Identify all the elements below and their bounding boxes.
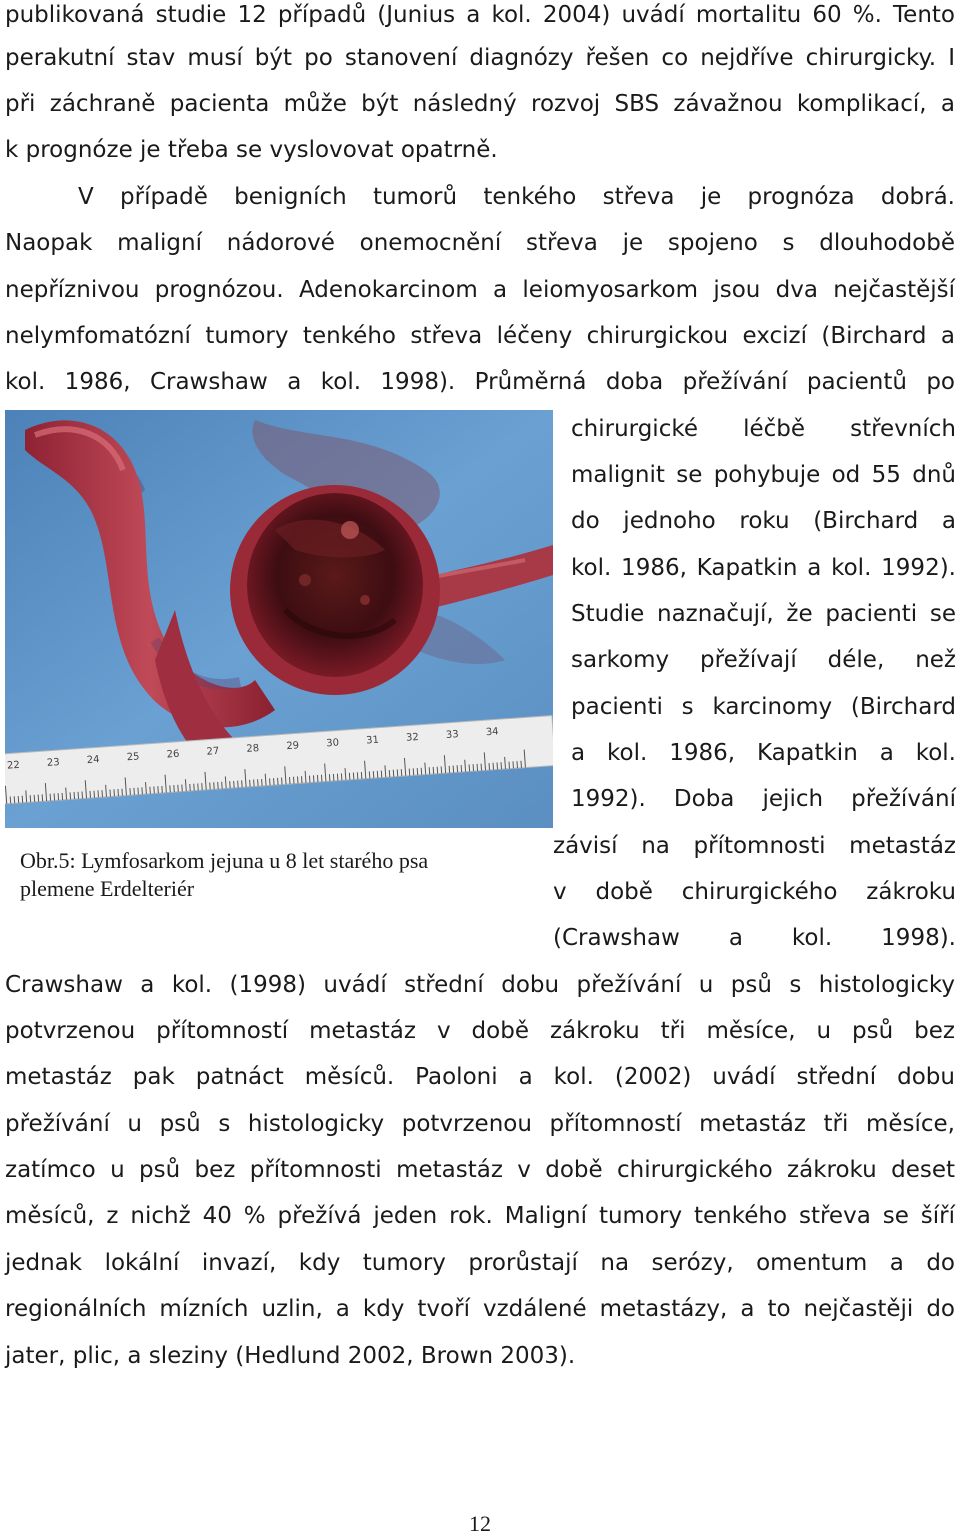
body-line-5: V případě benigních tumorů tenkého střeva je prognóza dobrá.: [78, 182, 955, 212]
ruler-number: 25: [126, 751, 139, 763]
wrap-line-6: sarkomy přežívají déle, než: [571, 645, 956, 675]
body-line-16: jednak lokální invazí, kdy tumory prorůstají na serózy, omentum a do: [5, 1248, 955, 1278]
body-line-12: metastáz pak patnáct měsíců. Paoloni a kol. (2002) uvádí střední dobu: [5, 1062, 955, 1092]
wrap-line-9: 1992). Doba jejich přežívání: [571, 784, 956, 814]
ruler-number: 30: [326, 737, 339, 749]
wrap-line-11: v době chirurgického zákroku: [553, 877, 956, 907]
wrap-line-7: pacienti s karcinomy (Birchard: [571, 692, 956, 722]
ruler-number: 34: [486, 726, 499, 738]
page-number: 12: [0, 1510, 960, 1538]
figure-photo-lymphosarcoma-jejunum: [5, 410, 553, 828]
body-line-13: přežívání u psů s histologicky potvrzenou přítomností metastáz tři měsíce,: [5, 1109, 955, 1139]
wrap-line-1: chirurgické léčbě střevních: [571, 414, 956, 444]
wrap-line-8: a kol. 1986, Kapatkin a kol.: [571, 738, 956, 768]
figure-caption-line-2: plemene Erdelteriér: [20, 875, 520, 903]
wrap-line-12: (Crawshaw a kol. 1998).: [553, 923, 956, 953]
wrap-line-3: do jednoho roku (Birchard a: [571, 506, 956, 536]
body-line-11: potvrzenou přítomností metastáz v době zákroku tři měsíce, u psů bez: [5, 1016, 955, 1046]
body-line-14: zatímco u psů bez přítomnosti metastáz v době chirurgického zákroku deset: [5, 1155, 955, 1185]
body-line-1: publikovaná studie 12 případů (Junius a kol. 2004) uvádí mortalitu 60 %. Tento: [5, 0, 955, 30]
wrap-line-5: Studie naznačují, že pacienti se: [571, 599, 956, 629]
body-line-4: k prognóze je třeba se vyslovovat opatrně.: [5, 135, 955, 165]
ruler-number: 24: [87, 754, 100, 766]
ruler-number: 27: [206, 746, 219, 758]
body-line-2: perakutní stav musí být po stanovení diagnózy řešen co nejdříve chirurgicky. I: [5, 43, 955, 73]
body-line-18: jater, plic, a sleziny (Hedlund 2002, Brown 2003).: [5, 1341, 955, 1371]
body-line-17: regionálních mízních uzlin, a kdy tvoří vzdálené metastázy, a to nejčastěji do: [5, 1294, 955, 1324]
wrap-line-4: kol. 1986, Kapatkin a kol. 1992).: [571, 553, 956, 583]
ruler-number: 29: [286, 740, 299, 752]
body-line-7: nepříznivou prognózou. Adenokarcinom a leiomyosarkom jsou dva nejčastější: [5, 275, 955, 305]
ruler-number: 22: [7, 760, 20, 772]
ruler-number: 23: [47, 757, 60, 769]
ruler-number: 28: [246, 743, 259, 755]
ruler-number: 26: [166, 749, 179, 761]
body-line-8: nelymfomatózní tumory tenkého střeva léčeny chirurgickou excizí (Birchard a: [5, 321, 955, 351]
body-line-3: při záchraně pacienta může být následný rozvoj SBS závažnou komplikací, a: [5, 89, 955, 119]
wrap-line-2: malignit se pohybuje od 55 dnů: [571, 460, 956, 490]
body-line-10: Crawshaw a kol. (1998) uvádí střední dobu přežívání u psů s histologicky: [5, 970, 955, 1000]
body-line-15: měsíců, z nichž 40 % přežívá jeden rok. Maligní tumory tenkého střeva se šíří: [5, 1201, 955, 1231]
ruler-number: 31: [366, 735, 379, 747]
figure-caption: [20, 847, 520, 903]
ruler-number: 32: [406, 732, 419, 744]
wrap-line-10: závisí na přítomnosti metastáz: [553, 831, 956, 861]
body-line-9: kol. 1986, Crawshaw a kol. 1998). Průměrná doba přežívání pacientů po: [5, 367, 955, 397]
ruler-number: 33: [446, 729, 459, 741]
body-line-6: Naopak maligní nádorové onemocnění střeva je spojeno s dlouhodobě: [5, 228, 955, 258]
figure-caption-line-1: Obr.5: Lymfosarkom jejuna u 8 let starého psa: [20, 847, 520, 875]
